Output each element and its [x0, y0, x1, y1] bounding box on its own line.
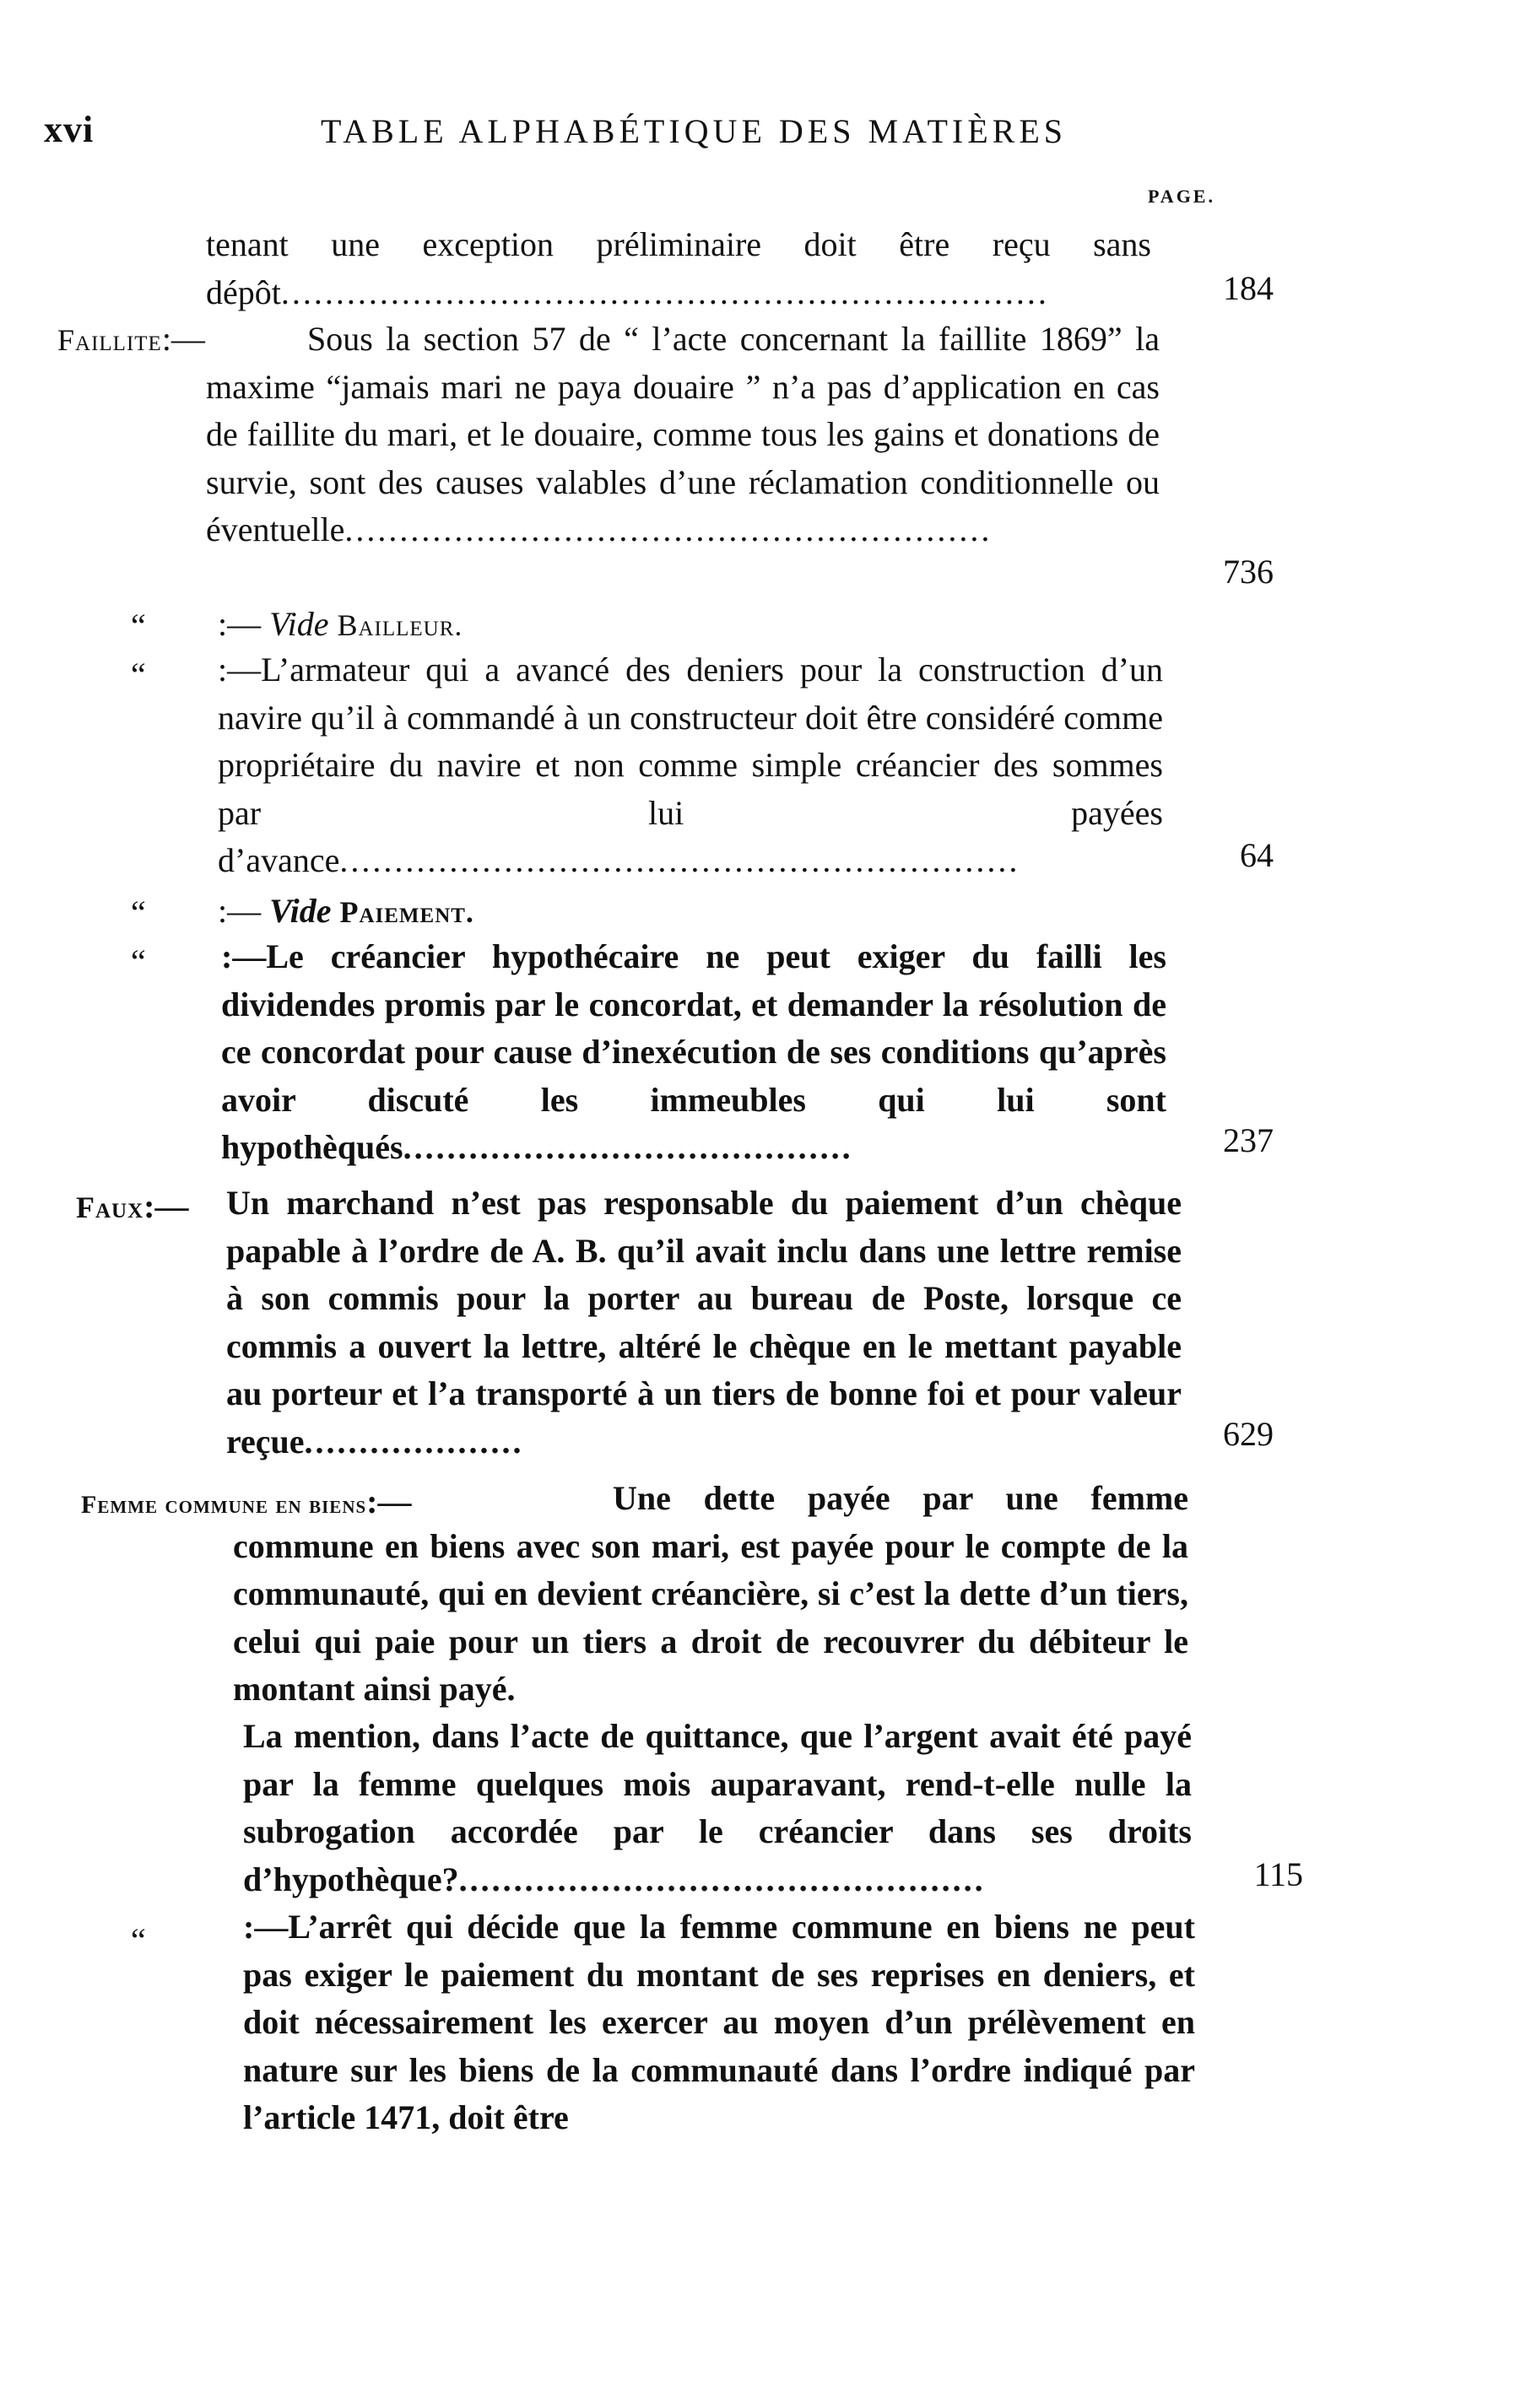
entry-leader: ......................................... — [403, 1128, 853, 1166]
entry-heading-faux: Faux:— — [76, 1187, 189, 1225]
entry-leader: ...................................................................... — [280, 273, 1049, 311]
entry-vide-bailleur: :— Vide Bailleur. — [218, 605, 463, 643]
ditto-mark: “ — [131, 656, 146, 694]
cross-reference: Bailleur. — [337, 608, 463, 642]
entry-text: Un marchand n’est pas responsable du paiement d’un chèque papable à l’ordre de A. B. qu’il avait inclu dans une lettre remise à son commis pour la porter au bureau de Poste, lorsque ce commis a ouvert la lettre, altéré le chèque en le mettant payable au porteur et l’a transporté à un tiers de bonne foi et pour valeur reçue — [226, 1184, 1182, 1460]
cross-reference: Paiement. — [339, 895, 474, 929]
entry-page: 64 — [1240, 836, 1274, 874]
entry-text: tenant une exception préliminaire doit être reçu sans dépôt — [206, 225, 1151, 311]
entry-text: L’armateur qui a avancé des deniers pour la construction d’un navire qu’il à commandé à un constructeur doit être considéré comme propriétaire du navire et non comme simple créancier des sommes par lui payées d’avance — [218, 651, 1163, 879]
entry-leader: .............................................................. — [339, 841, 1020, 879]
entry-text: La mention, dans l’acte de quittance, que l’argent avait été payé par la femme quelques mois auparavant, rend-t-elle nulle la subrogation accordée par le créancier dans ses droits d’hypothèque? — [243, 1717, 1192, 1898]
entry-faillite-armateur: :—L’armateur qui a avancé des deniers pour la construction d’un navire qu’il à commandé à un constructeur doit être considéré comme propriétaire du navire et non comme simple créancier des sommes par lui payées d’avance.............................................................. — [218, 651, 1163, 879]
entry-page: 629 — [1223, 1415, 1274, 1453]
entry-separator: :— — [143, 1187, 189, 1225]
entry-text: Le créancier hypothécaire ne peut exiger du failli les dividendes promis par le concordat, et demander la résolution de ce concordat pour cause d’inexécution de ses conditions qu’après avoir discuté les immeubles qui lui sont hypothèqués — [221, 937, 1166, 1166]
entry-faillite-creancier: :—Le créancier hypothécaire ne peut exiger du failli les dividendes promis par le concordat, et demander la résolution de ce concordat pour cause d’inexécution de ses conditions qu’après avoir discuté les immeubles qui lui sont hypothèqués......................................... — [221, 937, 1166, 1166]
entry-page: 184 — [1223, 269, 1274, 307]
entry-page: 736 — [1223, 553, 1274, 591]
page-number: xvi — [44, 109, 95, 150]
entry-separator: :— — [366, 1482, 412, 1520]
page-column-label: PAGE. — [1148, 186, 1215, 207]
entry-femme-arret: :—L’arrêt qui décide que la femme commune en biens ne peut pas exiger le paiement du montant de ses reprises en deniers, et doit nécessairement les exercer au moyen d’un prélèvement en nature sur les biens de la communauté dans l’ordre indiqué par l’article 1471, doit être — [243, 1908, 1195, 2136]
ditto-mark: “ — [131, 607, 146, 645]
entry-page: 115 — [1253, 1855, 1303, 1893]
entry-vide-paiement: :— Vide Paiement. — [218, 892, 474, 930]
entry-text: L’arrêt qui décide que la femme commune en biens ne peut pas exiger le paiement du montant de ses reprises en deniers, et doit nécessairement les exercer au moyen d’un prélèvement en nature sur les biens de la communauté dans l’ordre indiqué par l’article 1471, doit être — [243, 1908, 1195, 2136]
entry-text: Sous la section 57 de “ l’acte concernant la faillite 1869” la maxime “jamais mari ne paya douaire ” n’a pas d’application en cas de faillite du mari, et le douaire, comme tous les gains et donations de survie, sont des causes valables d’une réclamation conditionnelle ou éventuelle — [206, 320, 1160, 548]
ditto-mark: “ — [131, 1921, 146, 1959]
entry-heading-femme-commune: Femme commune en biens:— — [81, 1482, 412, 1520]
entry-femme-mention — [243, 1713, 1192, 1903]
entry-continuation — [206, 221, 1151, 316]
entry-leader: .................... — [304, 1422, 524, 1460]
entry-faux — [226, 1180, 1182, 1466]
entry-femme-dette — [233, 1475, 1188, 1714]
ditto-mark: “ — [131, 942, 146, 980]
entry-faillite-sous-la-section — [206, 316, 1160, 554]
entry-text: Une dette payée par une femme commune en biens avec son mari, est payée pour le compte de la communauté, qui en devient créancière, si c’est la dette d’un tiers, celui qui paie pour un tiers a droit de recouvrer du débiteur le montant ainsi payé. — [233, 1479, 1188, 1708]
entry-leader: ........................................................... — [344, 510, 993, 548]
vide-label: Vide — [269, 605, 329, 643]
vide-label: Vide — [269, 892, 332, 930]
page-title: TABLE ALPHABÉTIQUE DES MATIÈRES — [321, 112, 1068, 150]
entry-leader: ................................................ — [458, 1860, 986, 1898]
entry-heading-faillite: Faillite:— — [57, 320, 205, 358]
entry-page: 237 — [1223, 1121, 1274, 1159]
ditto-mark: “ — [131, 894, 146, 931]
entry-separator: :— — [161, 320, 205, 358]
